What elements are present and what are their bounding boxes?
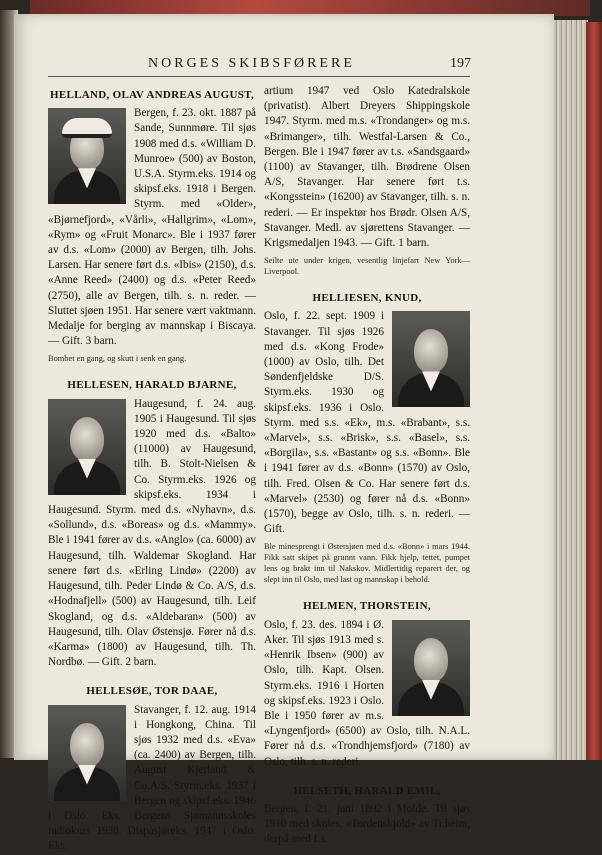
entry-hellesoe — [48, 684, 256, 854]
entry-helland — [48, 88, 256, 364]
entry-note: Seilte ute under krigen, vesentlig linjefart New York—Liverpool. — [264, 256, 470, 277]
page-number: 197 — [450, 56, 471, 71]
portrait-photo — [392, 620, 470, 716]
entry-note: Bombet en gang, og skutt i senk en gang. — [48, 354, 187, 364]
entry-heading: HELLIESEN, KNUD, — [312, 292, 422, 305]
portrait-photo — [392, 311, 470, 407]
entry-note: Ble minesprengt i Østersjøen med d.s. «Bonn» i mars 1944. Fikk satt skipet på grunnt vann. Fikk hjelp, tettet, pumpet lens og brakt inn til Nakskov. Midlertidig reparert der, og slept inn til Oslo, med last og mannskap i behold. — [264, 542, 470, 585]
entry-hellesen — [48, 378, 256, 670]
entry-text: Bergen, f. 23. okt. 1887 på Sande, Sunnmøre. Til sjøs 1908 med d.s. «William D. Munroe» (500) av Boston, U.S.A. Styrm.eks. 1914 og skipsf.eks. 1918 i Bergen. Styrm. med «Older», «Bjørnefjord», «Vårli», «Hallgrim», «Lom», «Rym» og «Fruit Monarc». Ble i 1937 fører av d.s. «Lom» (2000) av Bergen, tilh. Johs. Larsen. Har senere ført d.s. «Ibis» (2150), d.s. «Anne Reed» (2400) og d.s. «Peter Reed» (2750), alle av Bergen, tilh. s. n. reder. — Sluttet sjøen 1951. Har senere vært vaktmann. Medalje for berging av mannskap i Biscaya. — Gift. 3 barn. — [48, 107, 256, 348]
entry-heading: HELMEN, THORSTEIN, — [303, 600, 431, 613]
portrait-photo — [48, 399, 126, 495]
book-cover-edge — [586, 22, 602, 760]
entry-heading: HELLAND, OLAV ANDREAS AUGUST, — [50, 89, 254, 101]
portrait-photo — [48, 705, 126, 801]
entry-hellesoe-continued — [264, 84, 470, 277]
entry-heading: HELLESEN, HARALD BJARNE, — [67, 379, 237, 392]
entry-text: Haugesund, f. 24. aug. 1905 i Haugesund. Til sjøs 1920 med d.s. «Balto» (11000) av Haugesund, tilh. B. Stolt-Nielsen & Co. Styrm.eks. 1926 og skipsf.eks. 1934 i Haugesund. Styrm. med d.s. «Nyhavn», d.s. «Sollund», d.s. «Boreas» og d.s. «Mammy». Ble i 1941 fører av d.s. «Anglo» (ca. 6000) av Haugesund, tilh. Waldemar Skogland. Har senere ført d.s. «Erling Lindø» (2200) av Haugesund, tilh. Peder Lindø & Co. A/S, d.s. «Hodnafjell» (500) av Haugesund, tilh. Leif Skogland, og d.s. «Aldebaran» (500) av Haugesund, tilh. Olav Østensjø. Fører nå d.s. «Karma» (1800) av Haugesund, tilh. Th. Nordbø. — Gift. 2 barn. — [48, 397, 256, 669]
entry-text: Bergen, f. 21. juni 1892 i Molde. Til sjøs 1910 med skoles. «Tordenskjold» av Tr.heim, derpå med f.s. — [264, 802, 470, 846]
page-stack-edge — [554, 20, 588, 760]
entry-helliesen — [264, 291, 470, 585]
portrait-photo — [48, 108, 126, 204]
entry-helmen — [264, 599, 470, 769]
entry-helseth — [264, 784, 470, 848]
header-rule — [48, 76, 470, 77]
running-head: NORGES SKIBSFØRERE — [148, 56, 355, 71]
left-column — [48, 84, 256, 855]
entry-heading: HELSETH, HARALD EMIL, — [293, 784, 441, 797]
entry-text: Oslo, f. 22. sept. 1909 i Stavanger. Til sjøs 1926 med d.s. «Kong Frode» (1000) av Oslo, tilh. Det Søndenfjeldske D/S. Styrm.eks. 1930 og skipsf.eks. 1936 i Oslo. Styrm. med s.s. «Ek», m.s. «Brabant», s.s. «Marvel», s.s. «Brisk», s.s. «Basel», s.s. «Borgila», s.s. «Bastant» og s.s. «Bonn». Ble i 1941 fører av d.s. «Bonn» (1570) av Oslo, tilh. Fred. Olsen & Co. Har senere ført d.s. «Marvel» (2530) og fører nå d.s. «Bonn» (1570), begge av Oslo, tilh. s. n. rederi. — Gift. — [264, 310, 470, 536]
right-column — [264, 84, 470, 848]
entry-text: Oslo, f. 23. des. 1894 i Ø. Aker. Til sjøs 1913 med s. «Henrik Ibsen» (900) av Oslo, tilh. Kapt. Olsen. Styrm.eks. 1916 i Horten og skipsf.eks. 1923 i Oslo. Ble i 1950 fører av m.s. «Lyngenfjord» (6500) av Oslo, tilh. N.A.L. Fører nå d.s. «Trondhjemsfjord» (7180) av Oslo, tilh. s. n. rederi. — [264, 618, 470, 768]
entry-heading: HELLESØE, TOR DAAE, — [86, 685, 218, 698]
entry-text: Stavanger, f. 12. aug. 1914 i Hongkong, China. Til sjøs 1932 med d.s. «Eva» (ca. 2400) av Bergen, tilh. August Kjerland & Co.A/S. Styrm.eks. 1937 i Bergen og skipsf.eks. 1946 i Oslo. Eks. Bergens Sjømannsskoles radiokurs 1938. Dispasjøreks. 1947 i Oslo. Eks. — [48, 703, 256, 853]
entry-text: artium 1947 ved Oslo Katedralskole (privatist). Albert Dreyers Shippingskole 1947. Styrm. med m.s. «Trondanger» og m.s. «Brimanger», tilh. Westfal-Larsen & Co., Bergen. Ble i 1947 fører av t.s. «Sandsgaard» (1100) av Stavanger, tilh. Brødrene Olsen A/S, Stavanger. Har senere ført t.s. «Kongsstein» (16200) av Stavanger, tilh. s. n. rederi. — Er inspektør hos Brødr. Olsen A/S, Stavanger. Medl. av sjørettens Stavanger. — Krigsmedaljen 1943. — Gift. 1 barn. — [264, 85, 470, 250]
